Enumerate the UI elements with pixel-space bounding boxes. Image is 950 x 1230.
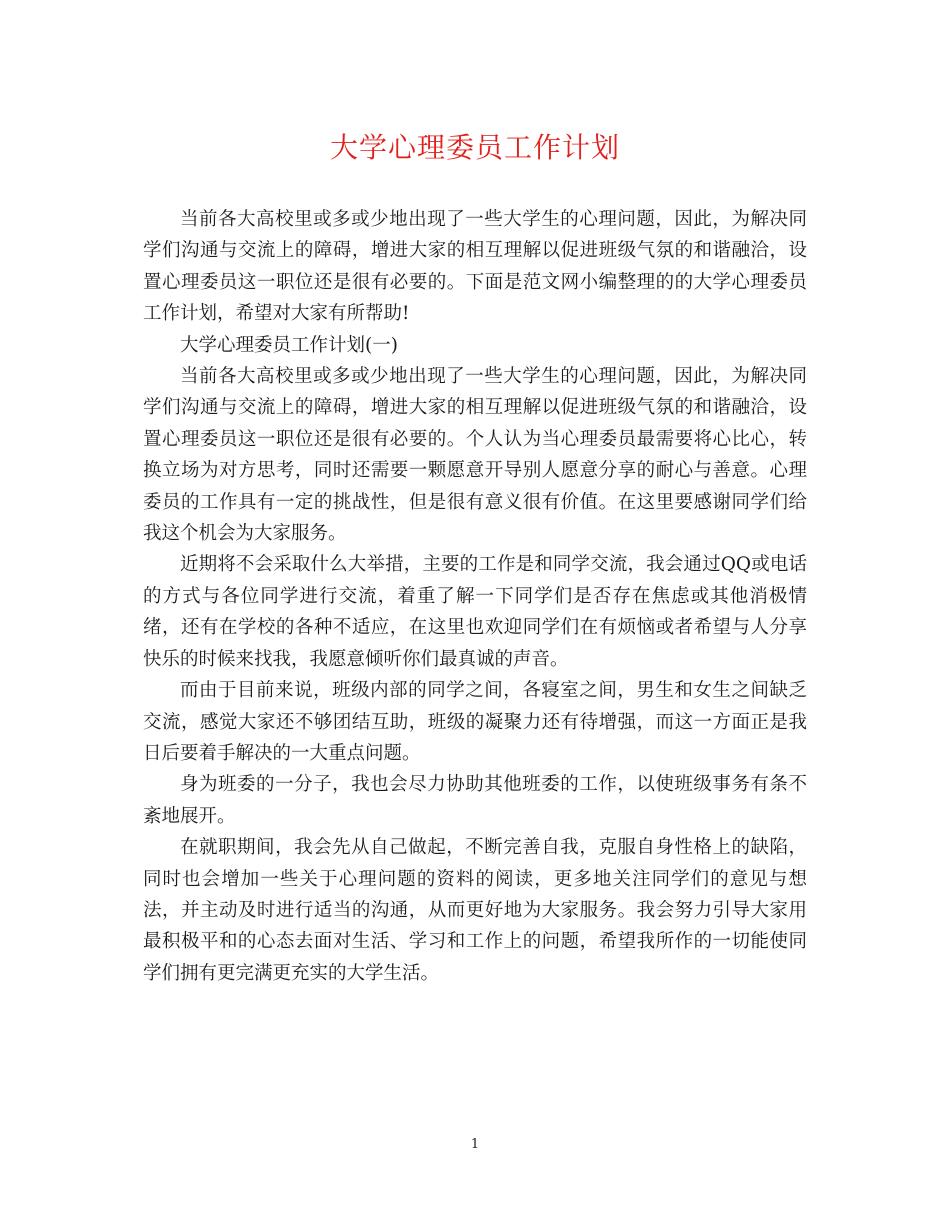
- document-title: 大学心理委员工作计划: [329, 131, 620, 164]
- page-number: 1: [470, 1137, 480, 1152]
- body-paragraph: 近期将不会采取什么大举措，主要的工作是和同学交流，我会通过QQ或电话的方式与各位同学进行交流，着重了解一下同学们是否存在焦虑或其他消极情绪，还有在学校的各种不适应，在这里也欢迎同学们在有烦恼或者希望与人分享快乐的时候来找我，我愿意倾听你们最真诚的声音。: [143, 554, 807, 670]
- body-paragraph: 在就职期间，我会先从自己做起，不断完善自我，克服自身性格上的缺陷，同时也会增加一些关于心理问题的资料的阅读，更多地关注同学们的意见与想法，并主动及时进行适当的沟通，从而更好地为大家服务。我会努力引导大家用最积极平和的心态去面对生活、学习和工作上的问题，希望我所作的一切能使同学们拥有更完满更充实的大学生活。: [143, 837, 807, 984]
- intro-paragraph: 当前各大高校里或多或少地出现了一些大学生的心理问题，因此，为解决同学们沟通与交流上的障碍，增进大家的相互理解以促进班级气氛的和谐融洽，设置心理委员这一职位还是很有必要的。下面是范文网小编整理的的大学心理委员工作计划，希望对大家有所帮助!: [143, 209, 807, 325]
- document-body: [143, 204, 807, 989]
- section-heading: 大学心理委员工作计划(一): [180, 334, 398, 356]
- body-paragraph: 身为班委的一分子，我也会尽力协助其他班委的工作，以使班级事务有条不紊地展开。: [143, 774, 807, 827]
- body-paragraph: 当前各大高校里或多或少地出现了一些大学生的心理问题，因此，为解决同学们沟通与交流上的障碍，增进大家的相互理解以促进班级气氛的和谐融洽，设置心理委员这一职位还是很有必要的。个人认为当心理委员最需要将心比心，转换立场为对方思考，同时还需要一颗愿意开导别人愿意分享的耐心与善意。心理委员的工作具有一定的挑战性，但是很有意义很有价值。在这里要感谢同学们给我这个机会为大家服务。: [143, 366, 807, 545]
- body-paragraph: 而由于目前来说，班级内部的同学之间，各寝室之间，男生和女生之间缺乏交流，感觉大家还不够团结互助，班级的凝聚力还有待增强，而这一方面正是我日后要着手解决的一大重点问题。: [143, 680, 807, 764]
